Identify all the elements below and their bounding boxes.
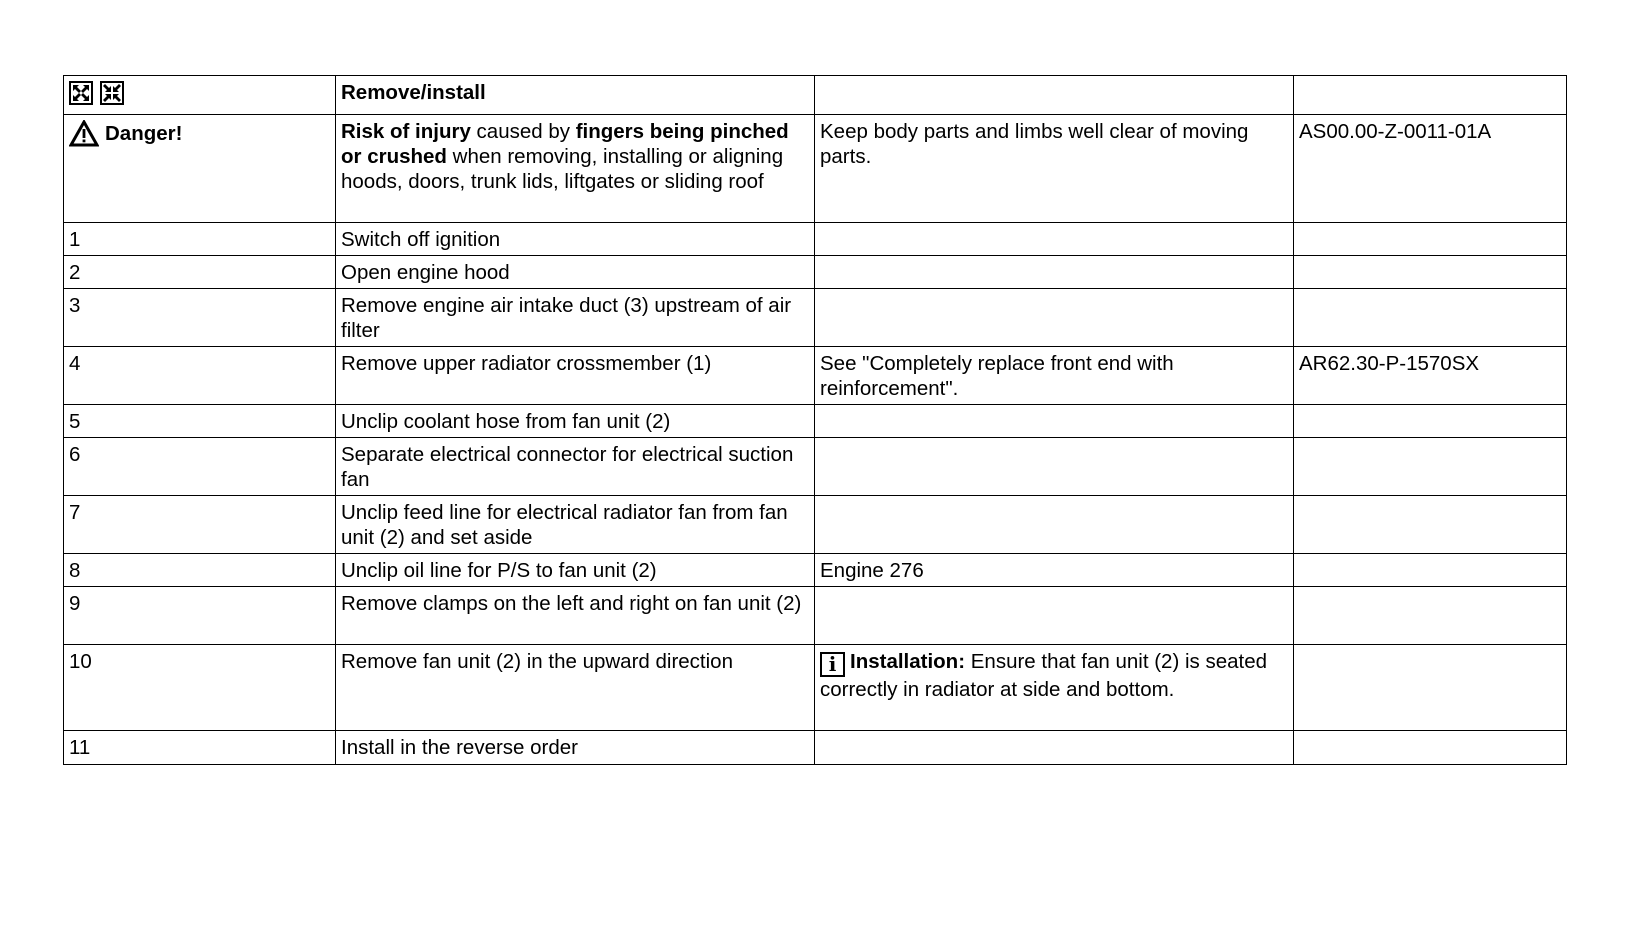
installation-label: Installation: <box>850 650 966 673</box>
header-title: Remove/install <box>336 76 815 115</box>
danger-measure: Keep body parts and limbs well clear of moving parts. <box>815 115 1294 223</box>
step-note <box>815 731 1294 765</box>
risk-bold-2: fingers being pinched or crushed <box>341 120 789 168</box>
remove-symbol-icon <box>69 81 93 105</box>
step-number: 3 <box>64 289 336 347</box>
danger-row <box>64 115 1567 223</box>
step-note-cell <box>815 645 1294 731</box>
risk-bold-1: Risk of injury <box>341 120 471 143</box>
step-number: 5 <box>64 405 336 438</box>
step-action: Remove clamps on the left and right on fan unit (2) <box>336 587 815 645</box>
step-action: Switch off ignition <box>336 223 815 256</box>
risk-text-2: when removing, installing or aligning hoods, doors, trunk lids, liftgates or sliding roof <box>341 145 784 193</box>
step-note <box>815 256 1294 289</box>
table-row <box>64 289 1567 347</box>
step-note <box>815 223 1294 256</box>
table-row <box>64 438 1567 496</box>
procedure-table <box>63 75 1567 765</box>
table-row <box>64 223 1567 256</box>
step-note: See "Completely replace front end with reinforcement". <box>815 347 1294 405</box>
step-note <box>815 587 1294 645</box>
step-note <box>815 405 1294 438</box>
step-number: 6 <box>64 438 336 496</box>
header-symbols-cell <box>64 76 336 115</box>
table-row <box>64 645 1567 731</box>
step-action: Remove engine air intake duct (3) upstream of air filter <box>336 289 815 347</box>
step-action: Separate electrical connector for electrical suction fan <box>336 438 815 496</box>
table-row <box>64 554 1567 587</box>
header-empty-cell <box>815 76 1294 115</box>
step-number: 10 <box>64 645 336 731</box>
table-row <box>64 405 1567 438</box>
step-reference <box>1294 645 1567 731</box>
header-row <box>64 76 1567 115</box>
step-reference <box>1294 405 1567 438</box>
step-action: Remove fan unit (2) in the upward direction <box>336 645 815 731</box>
step-action: Remove upper radiator crossmember (1) <box>336 347 815 405</box>
table-row <box>64 347 1567 405</box>
step-number: 2 <box>64 256 336 289</box>
step-reference: AR62.30-P-1570SX <box>1294 347 1567 405</box>
step-number: 4 <box>64 347 336 405</box>
danger-label: Danger! <box>105 122 183 145</box>
risk-text-1: caused by <box>470 120 576 143</box>
step-note <box>815 438 1294 496</box>
step-reference <box>1294 587 1567 645</box>
danger-label-cell <box>64 115 336 223</box>
info-icon: i <box>820 652 845 677</box>
step-action: Open engine hood <box>336 256 815 289</box>
step-reference <box>1294 256 1567 289</box>
header-empty-cell <box>1294 76 1567 115</box>
step-action: Unclip oil line for P/S to fan unit (2) <box>336 554 815 587</box>
step-number: 1 <box>64 223 336 256</box>
step-reference <box>1294 731 1567 765</box>
install-symbol-icon <box>100 81 124 105</box>
step-number: 11 <box>64 731 336 765</box>
step-number: 8 <box>64 554 336 587</box>
step-reference <box>1294 223 1567 256</box>
step-reference <box>1294 554 1567 587</box>
table-row <box>64 731 1567 765</box>
step-reference <box>1294 496 1567 554</box>
step-action: Unclip feed line for electrical radiator fan from fan unit (2) and set aside <box>336 496 815 554</box>
step-reference <box>1294 289 1567 347</box>
table-row <box>64 256 1567 289</box>
step-number: 7 <box>64 496 336 554</box>
step-number: 9 <box>64 587 336 645</box>
installation-note: Ensure that fan unit (2) is seated correctly in radiator at side and bottom. <box>820 650 1268 701</box>
table-row <box>64 587 1567 645</box>
step-note <box>815 496 1294 554</box>
step-note <box>815 289 1294 347</box>
step-note: Engine 276 <box>815 554 1294 587</box>
step-reference <box>1294 438 1567 496</box>
warning-triangle-icon <box>69 120 99 147</box>
danger-risk-cell <box>336 115 815 223</box>
step-action: Install in the reverse order <box>336 731 815 765</box>
danger-reference: AS00.00-Z-0011-01A <box>1294 115 1567 223</box>
step-action: Unclip coolant hose from fan unit (2) <box>336 405 815 438</box>
table-row <box>64 496 1567 554</box>
